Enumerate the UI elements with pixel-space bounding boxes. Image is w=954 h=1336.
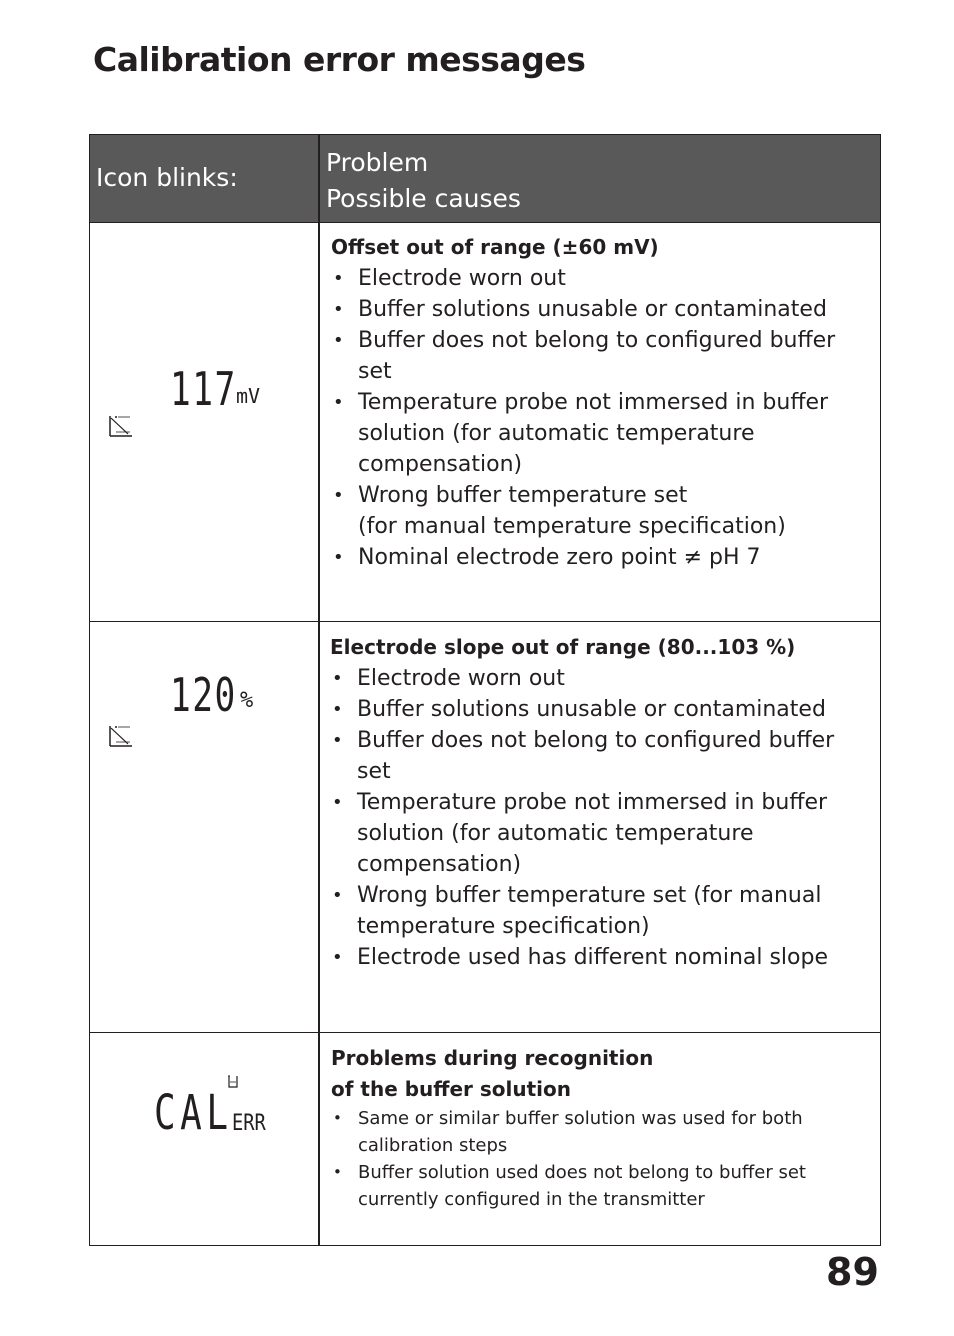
list-item: • Buffer solutions unusable or contaminated — [331, 294, 866, 325]
lcd-value: CAL — [154, 1085, 233, 1141]
header-problem: Problem — [326, 148, 429, 177]
problem-offset — [331, 232, 866, 573]
problem-title: Problems during recognition — [331, 1046, 654, 1070]
calibration-error-table — [89, 134, 881, 1246]
list-item: • Nominal electrode zero point ≠ pH 7 — [331, 542, 866, 573]
table-row-slope — [90, 622, 880, 1033]
lcd-display-slope — [90, 622, 318, 1032]
list-item: • Buffer does not belong to configured buffer set — [330, 725, 866, 787]
header-possible-causes: Possible causes — [326, 184, 521, 213]
list-item: • Electrode worn out — [331, 263, 866, 294]
problem-buffer — [331, 1043, 866, 1213]
table-row-buffer — [90, 1033, 880, 1245]
lcd-value: 120 — [170, 668, 237, 722]
table-header — [90, 135, 880, 223]
lcd-unit: ERR — [232, 1111, 266, 1136]
header-problem-causes — [326, 145, 521, 217]
list-item: • Electrode used has different nominal slope — [330, 942, 866, 973]
list-item: • Same or similar buffer solution was used for both calibration steps — [331, 1105, 866, 1159]
problem-slope — [330, 632, 866, 973]
list-item: • Buffer does not belong to configured buffer set — [331, 325, 866, 387]
list-item: • Wrong buffer temperature set (for manual temperature specification) — [331, 480, 866, 542]
list-item: • Temperature probe not immersed in buffer solution (for automatic temperature compensation) — [330, 787, 866, 880]
list-item: • Electrode worn out — [330, 663, 866, 694]
lcd-display-offset — [90, 222, 318, 621]
lcd-display-cal-err — [90, 1033, 318, 1245]
list-item: • Temperature probe not immersed in buffer solution (for automatic temperature compensation) — [331, 387, 866, 480]
cause-list — [331, 1105, 866, 1213]
cause-list — [331, 263, 866, 573]
slope-zero-icon — [108, 414, 136, 438]
lcd-unit: % — [240, 688, 254, 713]
problem-title: Electrode slope out of range (80...103 %) — [330, 635, 796, 659]
table-row-offset — [90, 222, 880, 622]
slope-zero-icon — [108, 724, 136, 748]
page-title: Calibration error messages — [93, 40, 586, 79]
lcd-value: 117 — [170, 362, 237, 416]
lcd-unit: mV — [236, 384, 261, 408]
list-item: • Buffer solutions unusable or contaminated — [330, 694, 866, 725]
page-number: 89 — [826, 1250, 879, 1294]
list-item: • Buffer solution used does not belong to buffer set currently configured in the transmitter — [331, 1159, 866, 1213]
header-icon-blinks: Icon blinks: — [96, 163, 238, 192]
problem-title: Offset out of range (±60 mV) — [331, 235, 659, 259]
list-item: • Wrong buffer temperature set (for manual temperature specification) — [330, 880, 866, 942]
problem-title-line2: of the buffer solution — [331, 1077, 572, 1101]
cause-list — [330, 663, 866, 973]
